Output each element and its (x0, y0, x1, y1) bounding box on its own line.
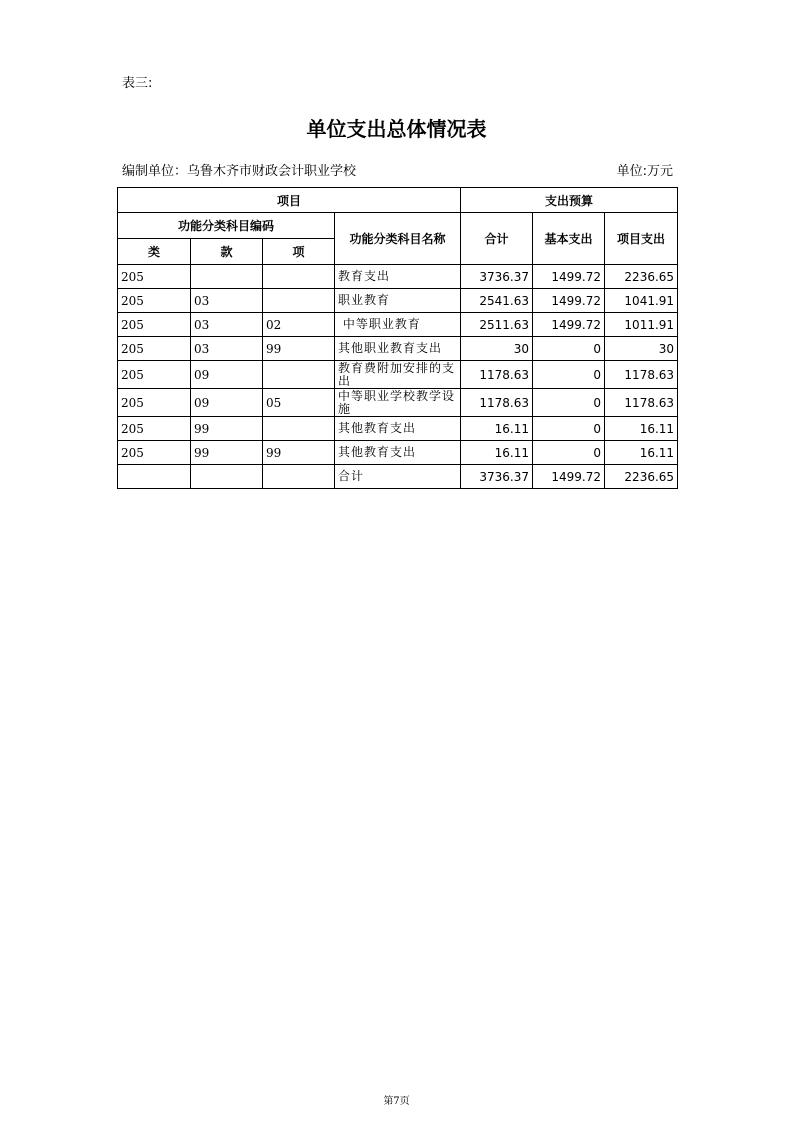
cell-kuan (191, 265, 263, 289)
cell-xiang: 02 (263, 313, 335, 337)
cell-basic: 0 (533, 417, 605, 441)
cell-kuan: 99 (191, 417, 263, 441)
cell-name: 其他教育支出 (335, 441, 461, 465)
cell-xiang (263, 465, 335, 489)
expenditure-table (117, 187, 678, 489)
cell-total: 2511.63 (461, 313, 533, 337)
cell-name: 其他职业教育支出 (335, 337, 461, 361)
cell-kuan: 09 (191, 389, 263, 417)
table-row (118, 337, 678, 361)
cell-xiang: 99 (263, 337, 335, 361)
cell-basic: 1499.72 (533, 265, 605, 289)
cell-lei: 205 (118, 389, 191, 417)
cell-total: 30 (461, 337, 533, 361)
table-row (118, 417, 678, 441)
header-xiang: 项 (263, 239, 335, 265)
cell-proj: 1178.63 (605, 389, 678, 417)
header-row-1 (118, 188, 678, 213)
cell-proj: 1178.63 (605, 361, 678, 389)
cell-basic: 0 (533, 361, 605, 389)
cell-xiang (263, 361, 335, 389)
cell-xiang (263, 417, 335, 441)
cell-proj: 16.11 (605, 417, 678, 441)
total-row (118, 465, 678, 489)
cell-total: 16.11 (461, 441, 533, 465)
header-kuan: 款 (191, 239, 263, 265)
cell-lei: 205 (118, 337, 191, 361)
total-proj: 2236.65 (605, 465, 678, 489)
cell-kuan: 09 (191, 361, 263, 389)
cell-xiang: 99 (263, 441, 335, 465)
cell-xiang (263, 265, 335, 289)
cell-lei: 205 (118, 313, 191, 337)
cell-name: 中等职业教育 (335, 313, 461, 337)
cell-name: 教育费附加安排的支出 (335, 361, 461, 389)
unit-label: 单位:万元 (616, 164, 673, 179)
cell-total: 1178.63 (461, 389, 533, 417)
cell-kuan: 03 (191, 313, 263, 337)
cell-total: 2541.63 (461, 289, 533, 313)
total-total: 3736.37 (461, 465, 533, 489)
header-basic: 基本支出 (533, 213, 605, 265)
cell-lei: 205 (118, 289, 191, 313)
cell-basic: 1499.72 (533, 313, 605, 337)
org-label: 编制单位：乌鲁木齐市财政会计职业学校 (122, 164, 357, 179)
cell-name: 中等职业学校教学设施 (335, 389, 461, 417)
cell-basic: 0 (533, 337, 605, 361)
cell-proj: 16.11 (605, 441, 678, 465)
total-label: 合计 (335, 465, 461, 489)
cell-proj: 1041.91 (605, 289, 678, 313)
cell-basic: 1499.72 (533, 289, 605, 313)
table-row (118, 361, 678, 389)
cell-proj: 2236.65 (605, 265, 678, 289)
cell-proj: 30 (605, 337, 678, 361)
header-row-2 (118, 213, 678, 239)
header-total: 合计 (461, 213, 533, 265)
cell-lei: 205 (118, 417, 191, 441)
header-name: 功能分类科目名称 (335, 213, 461, 265)
cell-name: 职业教育 (335, 289, 461, 313)
table-row (118, 389, 678, 417)
table-row (118, 265, 678, 289)
cell-total: 3736.37 (461, 265, 533, 289)
cell-kuan: 03 (191, 289, 263, 313)
cell-kuan: 03 (191, 337, 263, 361)
table-row (118, 441, 678, 465)
cell-name: 其他教育支出 (335, 417, 461, 441)
header-project: 项目 (118, 188, 461, 213)
cell-kuan: 99 (191, 441, 263, 465)
page-title: 单位支出总体情况表 (306, 117, 487, 141)
table-number-label: 表三: (122, 76, 153, 91)
table-row (118, 313, 678, 337)
cell-proj: 1011.91 (605, 313, 678, 337)
cell-lei: 205 (118, 265, 191, 289)
cell-name: 教育支出 (335, 265, 461, 289)
cell-lei: 205 (118, 361, 191, 389)
cell-total: 1178.63 (461, 361, 533, 389)
cell-xiang: 05 (263, 389, 335, 417)
cell-kuan (191, 465, 263, 489)
header-code-group: 功能分类科目编码 (118, 213, 335, 239)
cell-basic: 0 (533, 441, 605, 465)
page-number: 第7页 (383, 1096, 410, 1107)
cell-basic: 0 (533, 389, 605, 417)
cell-lei (118, 465, 191, 489)
cell-total: 16.11 (461, 417, 533, 441)
header-budget: 支出预算 (461, 188, 678, 213)
table-row (118, 289, 678, 313)
cell-xiang (263, 289, 335, 313)
header-lei: 类 (118, 239, 191, 265)
total-basic: 1499.72 (533, 465, 605, 489)
header-proj: 项目支出 (605, 213, 678, 265)
cell-lei: 205 (118, 441, 191, 465)
